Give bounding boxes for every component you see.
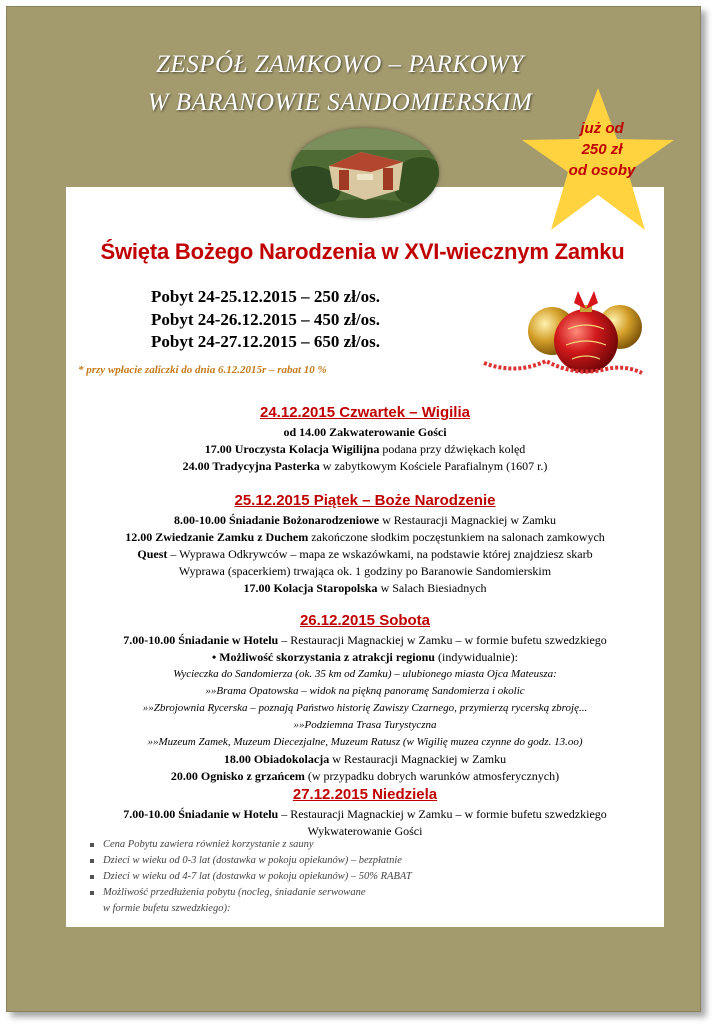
- price-item: Pobyt 24-27.12.2015 – 650 zł/os.: [151, 332, 381, 351]
- note-item: Cena Pobytu zawiera również korzystanie z sauny: [90, 837, 490, 853]
- excursion-line: »»Muzeum Zamek, Muzeum Diecezjalne, Muzeum Ratusz (w Wigilię muzea czynne do godz. 13.oo): [147, 736, 583, 748]
- schedule-line: Wykwaterowanie Gości: [307, 824, 423, 838]
- day-section-26: [66, 612, 664, 785]
- note-item: Dzieci w wieku od 0-3 lat (dostawka w pokoju opiekunów) – bezpłatnie: [90, 853, 490, 869]
- schedule-line: 17.00 Kolacja Staropolska w Salach Biesiadnych: [243, 581, 487, 595]
- schedule-line: 20.00 Ognisko z grzańcem (w przypadku dobrych warunków atmosferycznych): [170, 769, 560, 783]
- schedule-line: 7.00-10.00 Śniadanie w Hotelu – Restauracji Magnackiej w Zamku – w formie bufetu szwedzkiego: [123, 633, 607, 647]
- day-section-25: [66, 492, 664, 597]
- day-heading: 25.12.2015 Piątek – Boże Narodzenie: [234, 492, 496, 509]
- day-heading: 27.12.2015 Niedziela: [292, 786, 438, 803]
- excursion-line: »»Podziemna Trasa Turystyczna: [293, 719, 437, 731]
- badge-line-2: 250 zł: [581, 141, 623, 158]
- schedule-line: 24.00 Tradycyjna Pasterka w zabytkowym Kościele Parafialnym (1607 r.): [182, 459, 548, 473]
- schedule-line: 17.00 Uroczysta Kolacja Wigilijna podana przy dźwiękach kolęd: [204, 442, 526, 456]
- schedule-line: od 14.00 Zakwaterowanie Gości: [283, 425, 447, 439]
- schedule-line: Quest – Wyprawa Odkrywców – mapa ze wskazówkami, na podstawie której znajdziesz skarb: [137, 547, 593, 561]
- schedule-line: Wyprawa (spacerkiem) trwająca ok. 1 godziny po Baranowie Sandomierskim: [178, 564, 552, 578]
- castle-photo: [291, 128, 439, 218]
- day-section-24: [66, 404, 664, 475]
- note-item-continuation: w formie bufetu szwedzkiego):: [103, 903, 231, 914]
- offer-title: Święta Bożego Narodzenia w XVI-wiecznym Zamku: [100, 239, 625, 264]
- excursion-line: »»Zbrojownia Rycerska – poznają Państwo historię Zawiszy Czarnego, przymierzą rycerską zbroję...: [142, 702, 588, 714]
- schedule-line: • Możliwość skorzystania z atrakcji regionu (indywidualnie):: [212, 650, 518, 664]
- badge-line-1: już od: [580, 120, 624, 137]
- note-item: Dzieci w wieku od 4-7 lat (dostawka w pokoju opiekunów) – 50% RABAT: [90, 869, 490, 885]
- star-badge-text: [560, 118, 644, 181]
- price-list: [151, 286, 380, 354]
- header-line-1: ZESPÓŁ ZAMKOWO – PARKOWY: [156, 51, 524, 78]
- discount-note: * przy wpłacie zaliczki do dnia 6.12.2015r – rabat 10 %: [78, 364, 327, 376]
- day-heading: 24.12.2015 Czwartek – Wigilia: [260, 404, 470, 421]
- note-item: Możliwość przedłużenia pobytu (nocleg, śniadanie serwowane: [90, 885, 490, 901]
- christmas-baubles-image: [476, 283, 646, 383]
- price-item: Pobyt 24-26.12.2015 – 450 zł/os.: [151, 309, 381, 329]
- schedule-line: 8.00-10.00 Śniadanie Bożonarodzeniowe w Restauracji Magnackiej w Zamku: [173, 513, 557, 527]
- schedule-line: 18.00 Obiadokolacja w Restauracji Magnackiej w Zamku: [223, 752, 507, 766]
- price-item: Pobyt 24-25.12.2015 – 250 zł/os.: [151, 287, 381, 306]
- notes-list: [90, 837, 490, 917]
- excursion-line: »»Brama Opatowska – widok na piękną panoramę Sandomierza i okolic: [205, 685, 525, 697]
- schedule-line: 7.00-10.00 Śniadanie w Hotelu – Restauracji Magnackiej w Zamku – w formie bufetu szwedzkiego: [123, 807, 607, 821]
- day-heading: 26.12.2015 Sobota: [299, 612, 431, 629]
- excursion-line: Wycieczka do Sandomierza (ok. 35 km od Zamku) – ulubionego miasta Ojca Mateusza:: [173, 668, 557, 680]
- header-line-2: W BARANOWIE SANDOMIERSKIM: [147, 89, 533, 116]
- day-section-27: [66, 786, 664, 840]
- badge-line-3: od osoby: [568, 162, 636, 179]
- schedule-line: 12.00 Zwiedzanie Zamku z Duchem zakończone słodkim poczęstunkiem na salonach zamkowych: [125, 530, 605, 544]
